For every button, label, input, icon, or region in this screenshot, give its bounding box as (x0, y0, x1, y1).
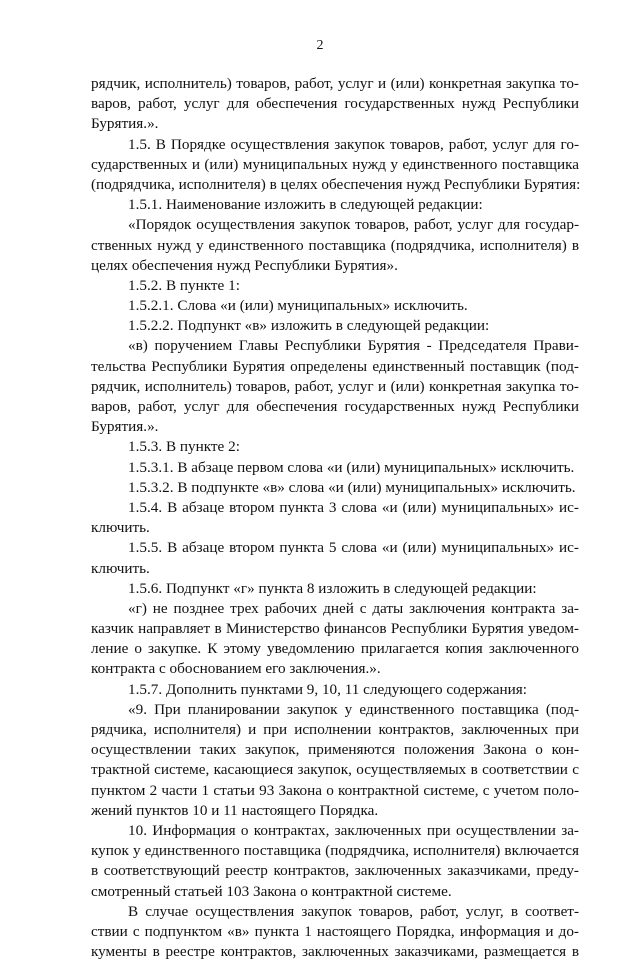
text-line: казчик направляет в Министерство финансов Республики Бурятия уведом- (91, 620, 579, 638)
text-line: ключить. (91, 559, 150, 577)
page-number: 2 (316, 38, 324, 53)
text-line: 1.5. В Порядке осуществления закупок товаров, работ, услуг для го- (128, 135, 579, 153)
text-line: «Порядок осуществления закупок товаров, работ, услуг для государ- (128, 216, 579, 234)
text-line: в соответствующий реестр контрактов, заключенных заказчиками, преду- (91, 862, 579, 880)
text-line: 1.5.4. В абзаце втором пункта 3 слова «и (или) муниципальных» ис- (128, 498, 579, 516)
text-line: рядчик, исполнитель) товаров, работ, услуг и (или) конкретная закупка то- (91, 75, 579, 92)
text-line: (подрядчика, исполнителя) в целях обеспечения нужд Республики Бурятия: (91, 175, 581, 193)
text-line: 1.5.7. Дополнить пунктами 9, 10, 11 следующего содержания: (128, 680, 528, 698)
text-line: 1.5.3.2. В подпункте «в» слова «и (или) муниципальных» исключить. (128, 478, 576, 496)
text-line: 10. Информация о контрактах, заключенных при осуществлении за- (128, 821, 579, 839)
text-line: 1.5.5. В абзаце втором пункта 5 слова «и (или) муниципальных» ис- (128, 539, 579, 557)
text-line: 1.5.3.1. В абзаце первом слова «и (или) муниципальных» исключить. (128, 458, 575, 476)
text-line: рядчик, исполнитель) товаров, работ, услуг и (или) конкретная закупка то- (91, 377, 579, 395)
text-line: «в) поручением Главы Республики Бурятия - Председателя Прави- (128, 337, 579, 355)
text-line: ключить. (91, 519, 150, 537)
text-line: жений пунктов 10 и 11 настоящего Порядка. (91, 801, 379, 819)
text-line: варов, работ, услуг для обеспечения государственных нужд Республики (91, 95, 579, 113)
text-line: кументы в реестре контрактов, заключенных заказчиками, размещается в (91, 943, 579, 961)
text-line: ление о закупке. К этому уведомлению прилагается копия заключенного (91, 640, 579, 658)
text-line: ственных нужд у единственного поставщика (подрядчика, исполнителя) в (91, 236, 579, 254)
text-line: Бурятия.». (91, 418, 159, 436)
text-line: трактной системе, касающиеся закупок, осуществляемых в соответствии с (91, 761, 579, 779)
text-line: 1.5.1. Наименование изложить в следующей редакции: (128, 196, 483, 214)
text-line: целях обеспечения нужд Республики Бурятия». (91, 256, 398, 274)
text-line: варов, работ, услуг для обеспечения государственных нужд Республики (91, 398, 579, 415)
text-line: Бурятия.». (91, 115, 159, 133)
text-line: 1.5.2.1. Слова «и (или) муниципальных» исключить. (128, 297, 468, 315)
text-line: рядчика, исполнителя) и при исполнении контрактов, заключенных при (91, 721, 579, 738)
text-line: сударственных и (или) муниципальных нужд у единственного поставщика (91, 155, 579, 173)
text-line: 1.5.2.2. Подпункт «в» изложить в следующей редакции: (128, 317, 490, 335)
text-line: осуществлении таких закупок, применяются положения Закона о кон- (91, 741, 579, 759)
text-line: 1.5.6. Подпункт «г» пункта 8 изложить в следующей редакции: (128, 579, 537, 597)
document-body (91, 74, 579, 962)
text-line: «9. При планировании закупок у единственного поставщика (под- (128, 700, 579, 718)
text-line: контракта с обоснованием его заключения.». (91, 660, 381, 678)
text-line: купок у единственного поставщика (подрядчика, исполнителя) включается (91, 842, 579, 860)
text-line: 1.5.2. В пункте 1: (128, 276, 240, 294)
text-line: тельства Республики Бурятия определены единственный поставщик (под- (91, 357, 579, 375)
text-line: В случае осуществления закупок товаров, работ, услуг, в соответ- (128, 902, 579, 920)
text-line: ствии с подпунктом «в» пункта 1 настоящего Порядка, информация и до- (91, 922, 579, 940)
text-line: «г) не позднее трех рабочих дней с даты заключения контракта за- (128, 599, 579, 617)
text-line: 1.5.3. В пункте 2: (128, 438, 240, 456)
text-line: пунктом 2 части 1 статьи 93 Закона о контрактной системе, с учетом поло- (91, 781, 579, 799)
text-line: смотренный статьей 103 Закона о контрактной системе. (91, 882, 452, 900)
